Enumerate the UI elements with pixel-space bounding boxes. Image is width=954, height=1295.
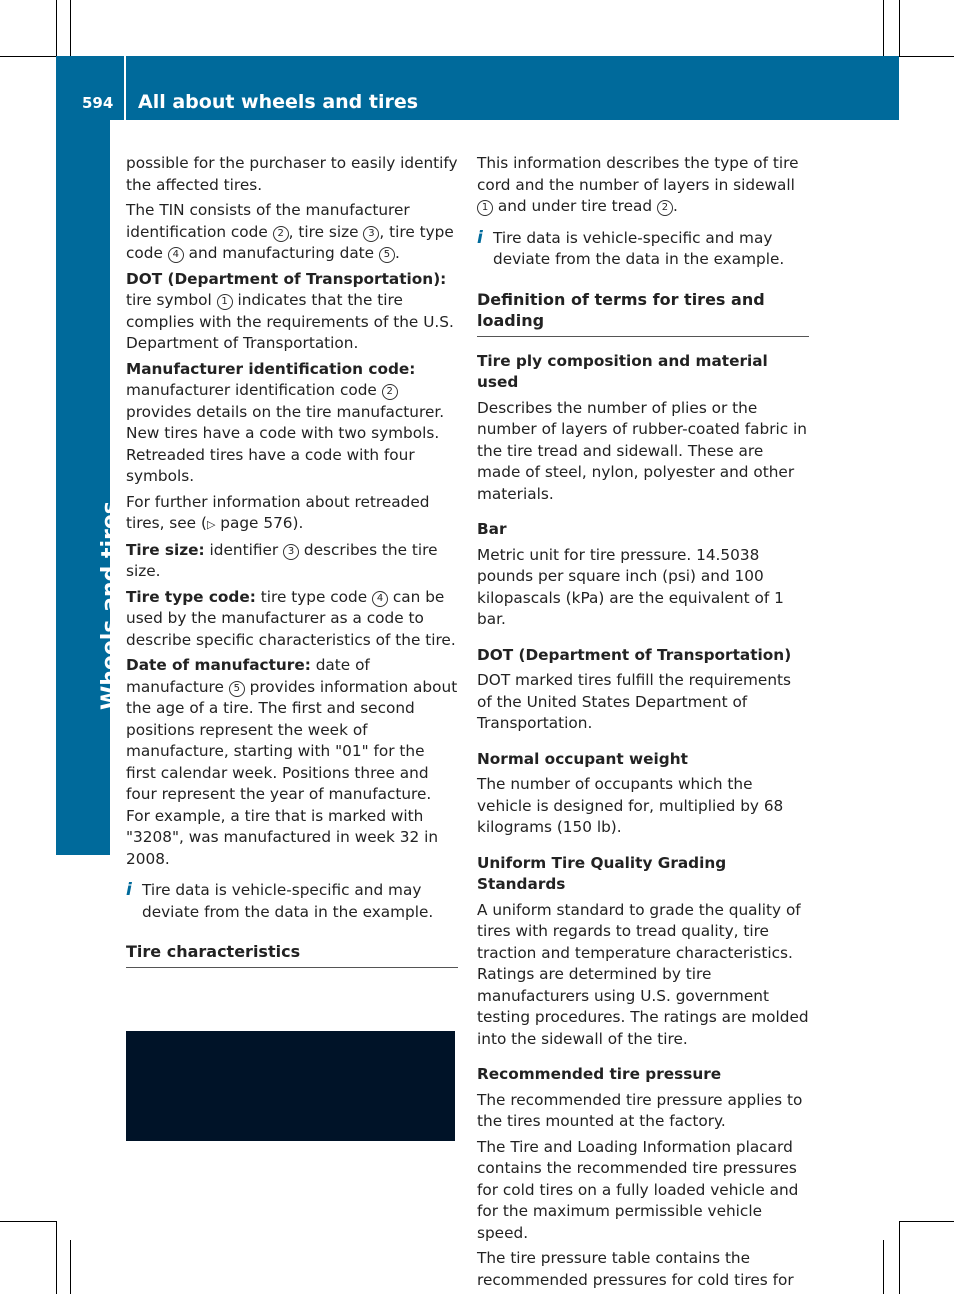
paragraph bbox=[126, 153, 458, 196]
tire-characteristics-figure bbox=[126, 1031, 455, 1141]
crop-mark bbox=[883, 0, 884, 56]
page-number: 594 bbox=[82, 94, 114, 112]
term-heading: Normal occupant weight bbox=[477, 749, 688, 768]
term-paragraph: DOT marked tires fulfill the requirements of the United States Department of Transportation. bbox=[477, 671, 791, 732]
paragraph bbox=[126, 492, 458, 536]
term-paragraph: The number of occupants which the vehicle is designed for, multiplied by 68 kilograms (150 lb). bbox=[477, 775, 784, 836]
chapter-tab-label: Wheels and tires bbox=[98, 501, 123, 710]
marker-2: 2 bbox=[273, 226, 289, 242]
left-column bbox=[126, 153, 458, 982]
crop-mark bbox=[0, 56, 56, 57]
text: and under tire tread bbox=[493, 197, 657, 215]
section-heading: Tire characteristics bbox=[126, 941, 458, 968]
marker-2: 2 bbox=[657, 200, 673, 216]
term-paragraph: A uniform standard to grade the quality of tires with regards to tread quality, tire traction and temperature characteristics. Ratings are determined by tire manufacturers using U.S. government testing procedures. The ratings are molded into the sidewall of the tire. bbox=[477, 900, 809, 1048]
term-paragraph: The recommended tire pressure applies to the tires mounted at the factory. bbox=[477, 1090, 803, 1130]
marker-1: 1 bbox=[477, 200, 493, 216]
marker-5: 5 bbox=[229, 681, 245, 697]
crop-mark bbox=[899, 1221, 954, 1222]
chapter-tab bbox=[56, 120, 110, 855]
info-icon: i bbox=[477, 227, 483, 248]
term: DOT (Department of Transportation): bbox=[126, 269, 447, 288]
marker-4: 4 bbox=[168, 247, 184, 263]
text: possible for the purchaser to easily identify the affected tires. bbox=[126, 154, 458, 194]
crop-mark bbox=[70, 0, 71, 56]
paragraph bbox=[126, 587, 458, 652]
page-reference[interactable]: page 576). bbox=[215, 514, 304, 532]
text: . bbox=[672, 197, 678, 215]
crop-mark bbox=[56, 1221, 57, 1294]
crop-mark bbox=[899, 1221, 900, 1294]
term: Date of manufacture: bbox=[126, 656, 311, 674]
term-heading: Recommended tire pressure bbox=[477, 1065, 722, 1083]
paragraph bbox=[126, 269, 458, 355]
text: , tire size bbox=[288, 222, 364, 241]
crop-mark bbox=[0, 1221, 56, 1222]
term-heading: DOT (Department of Transportation) bbox=[477, 645, 792, 664]
paragraph bbox=[126, 200, 458, 265]
crop-mark bbox=[899, 0, 900, 56]
info-note bbox=[126, 880, 458, 923]
term: Manufacturer identification code: bbox=[126, 359, 416, 378]
crop-mark bbox=[70, 1240, 71, 1294]
text: This information describes the type of tire cord and the number of layers in sidewall bbox=[477, 154, 799, 194]
info-icon: i bbox=[126, 880, 132, 900]
marker-1: 1 bbox=[217, 294, 233, 310]
header-divider bbox=[124, 56, 126, 120]
marker-3: 3 bbox=[283, 544, 299, 560]
term-paragraph: The tire pressure table contains the recommended pressures for cold tires for bbox=[477, 1249, 794, 1289]
term-paragraph: The Tire and Loading Information placard contains the recommended tire pressures for cold tires on a fully loaded vehicle and for the maximum permissible vehicle speed. bbox=[477, 1137, 799, 1242]
term: Tire type code: bbox=[126, 587, 256, 606]
paragraph bbox=[477, 153, 809, 218]
text: provides information about the age of a tire. The first and second positions represent the week of manufacture, starting with "01" for the first calendar week. Positions three and four represent the year of manufacture. For example, a tire that is marked with "3208", was manufactured in week 32 in 2008. bbox=[126, 677, 458, 868]
text: For further information about retreaded tires, see ( bbox=[126, 492, 430, 532]
marker-3: 3 bbox=[363, 226, 379, 242]
text: . bbox=[394, 244, 400, 262]
section-heading: Definition of terms for tires and loading bbox=[477, 289, 809, 337]
text: tire symbol bbox=[126, 291, 217, 309]
marker-2: 2 bbox=[382, 384, 398, 400]
page-ref-arrow-icon: ▷ bbox=[206, 518, 216, 531]
text: identifier bbox=[204, 540, 284, 559]
paragraph bbox=[126, 359, 458, 488]
right-column bbox=[477, 153, 809, 1295]
text: Tire data is vehicle-specific and may deviate from the data in the example. bbox=[493, 228, 785, 268]
term-paragraph: Metric unit for tire pressure. 14.5038 pounds per square inch (psi) and 100 kilopascals (kPa) are the equivalent of 1 bar. bbox=[477, 545, 784, 628]
text: The TIN consists of the manufacturer identification code bbox=[126, 201, 410, 241]
text: describes the tire size. bbox=[126, 540, 438, 580]
text: provides details on the tire manufacturer. New tires have a code with two symbols. Retreaded tires have a code with four symbols. bbox=[126, 402, 445, 485]
paragraph bbox=[126, 540, 458, 583]
term-paragraph: Describes the number of plies or the number of layers of rubber-coated fabric in the tire tread and sidewall. These are made of steel, nylon, polyester and other materials. bbox=[477, 398, 807, 503]
crop-mark bbox=[883, 1240, 884, 1294]
term-heading: Bar bbox=[477, 520, 507, 538]
text: , tire type code bbox=[126, 222, 454, 262]
term: Tire size: bbox=[126, 540, 205, 559]
info-note bbox=[477, 228, 809, 271]
crop-mark bbox=[899, 56, 954, 57]
marker-4: 4 bbox=[372, 591, 388, 607]
term-heading: Tire ply composition and material used bbox=[477, 351, 768, 391]
text: Tire data is vehicle-specific and may deviate from the data in the example. bbox=[142, 881, 434, 921]
text: date of manufacture bbox=[126, 656, 370, 696]
crop-mark bbox=[56, 0, 57, 56]
term-heading: Uniform Tire Quality Grading Standards bbox=[477, 853, 727, 893]
text: tire type code bbox=[255, 587, 372, 606]
text: and manufacturing date bbox=[183, 244, 379, 262]
text: manufacturer identification code bbox=[126, 381, 382, 399]
text: can be used by the manufacturer as a code to describe specific characteristics of the tire. bbox=[126, 587, 456, 649]
marker-5: 5 bbox=[379, 247, 395, 263]
page-title: All about wheels and tires bbox=[138, 91, 419, 113]
text: indicates that the tire complies with the requirements of the U.S. Department of Transportation. bbox=[126, 291, 454, 352]
paragraph bbox=[126, 655, 458, 870]
